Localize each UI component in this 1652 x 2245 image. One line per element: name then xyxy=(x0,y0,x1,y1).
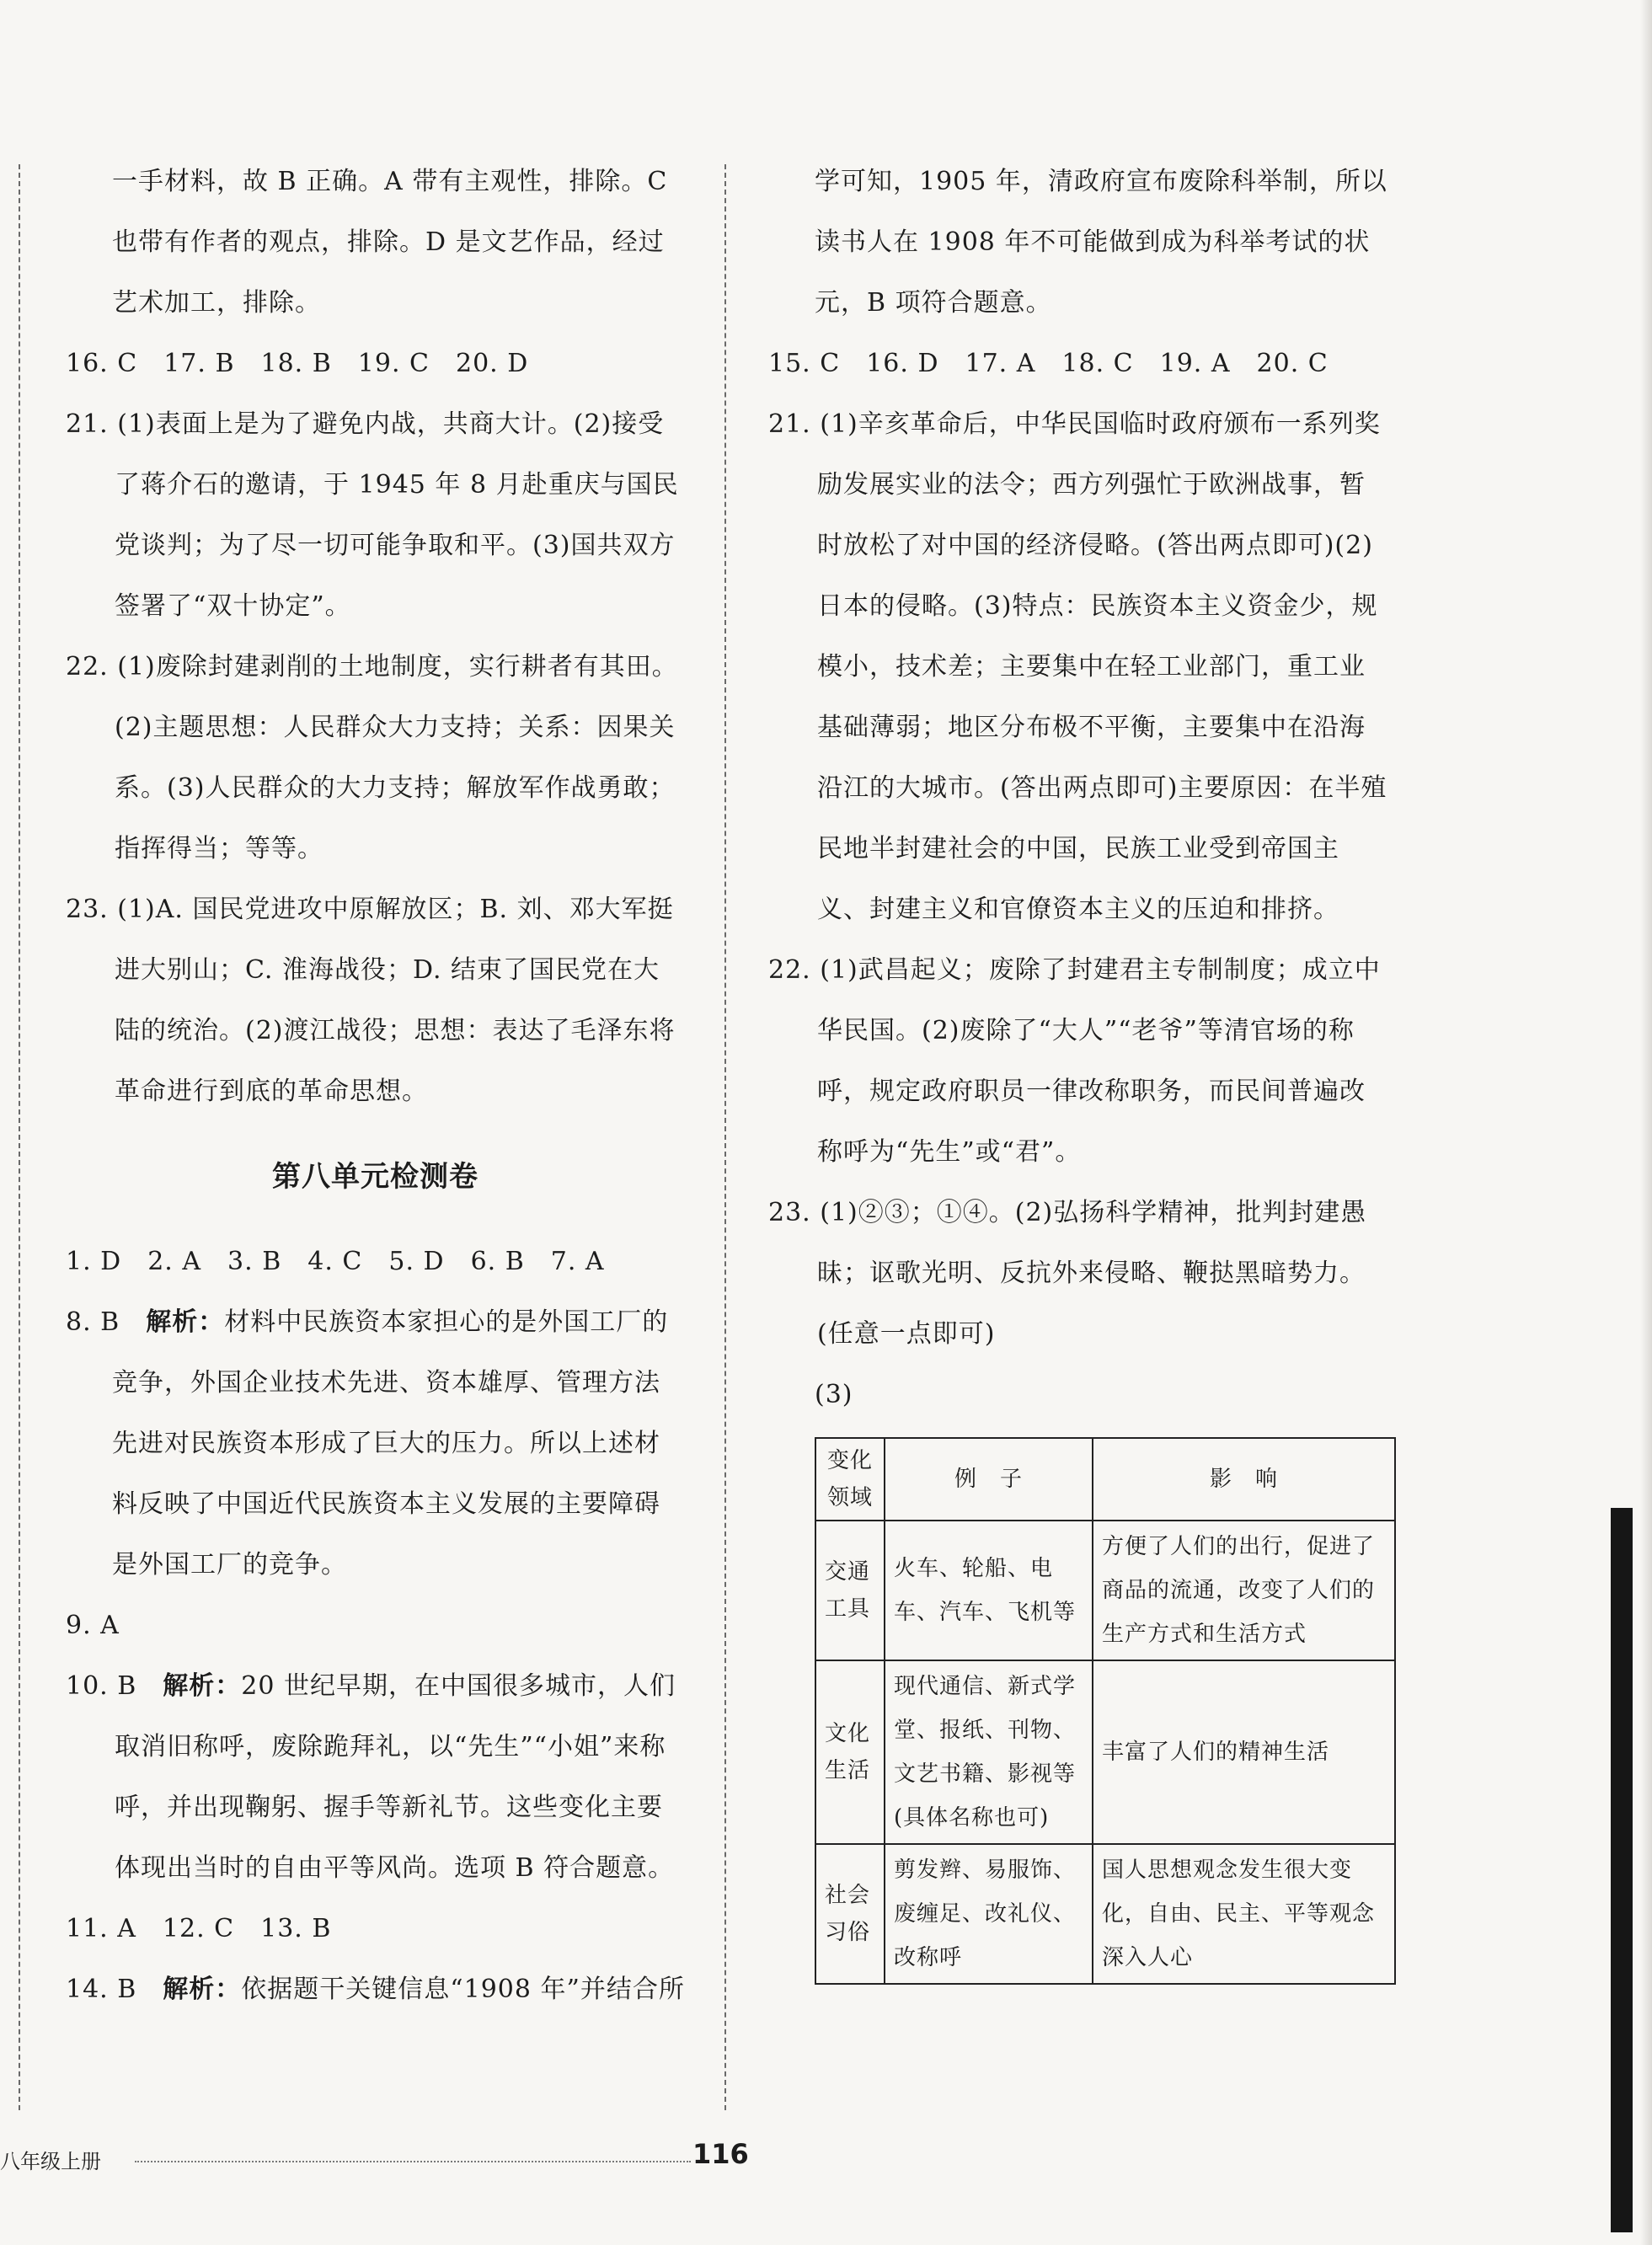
right-column xyxy=(768,152,1387,1985)
unit-title: 第八单元检测卷 xyxy=(272,1160,478,1194)
page-edge-shadow xyxy=(1640,0,1652,2245)
cell-example: 火车、轮船、电车、汽车、飞机等 xyxy=(885,1521,1093,1660)
left-para-continued: 一手材料，故 B 正确。A 带有主观性，排除。C 也带有作者的观点，排除。D 是文艺作品，经过艺术加工，排除。 xyxy=(112,167,668,318)
answer-8-num: 8. B xyxy=(66,1307,120,1337)
answer-23: 23. (1)A. 国民党进攻中原解放区；B. 刘、邓大军挺进大别山；C. 淮海战役；D. 结束了国民党在大陆的统治。(2)渡江战役；思想：表达了毛泽东将革命进行到底的革命思想。 xyxy=(66,895,676,1106)
analysis-label: 解析： xyxy=(163,1975,242,2004)
answer-14-num: 14. B xyxy=(66,1975,137,2004)
left-cut-line xyxy=(19,164,20,2110)
answers-11-13: 11. A 12. C 13. B xyxy=(66,1914,332,1943)
answer-14-text: 依据题干关键信息“1908 年”并结合所 xyxy=(241,1975,685,2004)
cell-area: 交通工具 xyxy=(815,1521,885,1660)
answer-23-part3: (3) xyxy=(815,1380,853,1409)
answer-10-num: 10. B xyxy=(66,1671,137,1701)
header-example: 例 子 xyxy=(885,1438,1093,1521)
footer-dotted-rule xyxy=(135,2161,691,2162)
answer-8-text: 材料中民族资本家担心的是外国工厂的竞争，外国企业技术先进、资本雄厚、管理方法先进对民族资本形成了巨大的压力。所以上述材料反映了中国近代民族资本主义发展的主要障碍是外国工厂的竞争。 xyxy=(112,1307,669,1580)
answer-23-right: 23. (1)②③；①④。(2)弘扬科学精神，批判封建愚昧；讴歌光明、反抗外来侵略、鞭挞黑暗势力。(任意一点即可) xyxy=(768,1198,1367,1349)
answer-21: 21. (1)表面上是为了避免内战，共商大计。(2)接受了蒋介石的邀请，于 1945 年 8 月赴重庆与国民党谈判；为了尽一切可能争取和平。(3)国共双方签署了“双十协定”。 xyxy=(66,409,679,621)
table-row xyxy=(815,1521,1395,1660)
analysis-label: 解析： xyxy=(163,1671,242,1701)
header-impact: 影 响 xyxy=(1093,1438,1395,1521)
answer-10-text: 20 世纪早期，在中国很多城市，人们取消旧称呼，废除跪拜礼，以“先生”“小姐”来称呼，并出现鞠躬、握手等新礼节。这些变化主要体现出当时的自由平等风尚。选项 B 符合题意。 xyxy=(115,1671,676,1883)
answer-14 xyxy=(66,1959,685,2020)
cell-area: 文化生活 xyxy=(815,1660,885,1844)
cell-example: 现代通信、新式学堂、报纸、刊物、文艺书籍、影视等(具体名称也可) xyxy=(885,1660,1093,1844)
cell-impact: 方便了人们的出行，促进了商品的流通，改变了人们的生产方式和生活方式 xyxy=(1093,1521,1395,1660)
answer-22: 22. (1)废除封建剥削的土地制度，实行耕者有其田。(2)主题思想：人民群众大力支持；关系：因果关系。(3)人民群众的大力支持；解放军作战勇敢；指挥得当；等等。 xyxy=(66,652,678,863)
analysis-label: 解析： xyxy=(146,1307,225,1337)
answer-9: 9. A xyxy=(66,1611,120,1640)
page-number: 116 xyxy=(692,2138,749,2170)
cell-example: 剪发辫、易服饰、废缠足、改礼仪、改称呼 xyxy=(885,1844,1093,1984)
answers-1-7: 1. D 2. A 3. B 4. C 5. D 6. B 7. A xyxy=(66,1247,605,1276)
right-para-continued: 学可知，1905 年，清政府宣布废除科举制，所以读书人在 1908 年不可能做到成为科举考试的状元，B 项符合题意。 xyxy=(815,167,1387,318)
answer-10 xyxy=(66,1656,685,1899)
table-row xyxy=(815,1660,1395,1844)
answer-8 xyxy=(66,1292,685,1596)
changes-table xyxy=(815,1437,1396,1985)
table-row xyxy=(815,1844,1395,1984)
answer-22-right: 22. (1)武昌起义；废除了封建君主专制制度；成立中华民国。(2)废除了“大人”“老爷”等清官场的称呼，规定政府职员一律改称职务，而民间普遍改称呼为“先生”或“君”。 xyxy=(768,955,1381,1167)
header-area: 变化领域 xyxy=(815,1438,885,1521)
footer-grade: 八年级上册 xyxy=(0,2150,101,2173)
cell-area: 社会习俗 xyxy=(815,1844,885,1984)
left-column xyxy=(66,152,685,2020)
table-header-row xyxy=(815,1438,1395,1521)
answers-15-20: 15. C 16. D 17. A 18. C 19. A 20. C xyxy=(768,349,1329,378)
answers-16-20: 16. C 17. B 18. B 19. C 20. D xyxy=(66,349,529,378)
answer-21-right: 21. (1)辛亥革命后，中华民国临时政府颁布一系列奖励发展实业的法令；西方列强忙于欧洲战事，暂时放松了对中国的经济侵略。(答出两点即可)(2)日本的侵略。(3)特点：民族资本主义资金少，规模小，技术差；主要集中在轻工业部门，重工业基础薄弱；地区分布极不平衡，主要集中在沿海沿江的大城市。(答出两点即可)主要原因：在半殖民地半封建社会的中国，民族工业受到帝国主义、封建主义和官僚资本主义的压迫和排挤。 xyxy=(768,409,1387,924)
binding-edge xyxy=(1611,1508,1633,2232)
cell-impact: 国人思想观念发生很大变化，自由、民主、平等观念深入人心 xyxy=(1093,1844,1395,1984)
cell-impact: 丰富了人们的精神生活 xyxy=(1093,1660,1395,1844)
center-cut-line xyxy=(724,164,726,2110)
